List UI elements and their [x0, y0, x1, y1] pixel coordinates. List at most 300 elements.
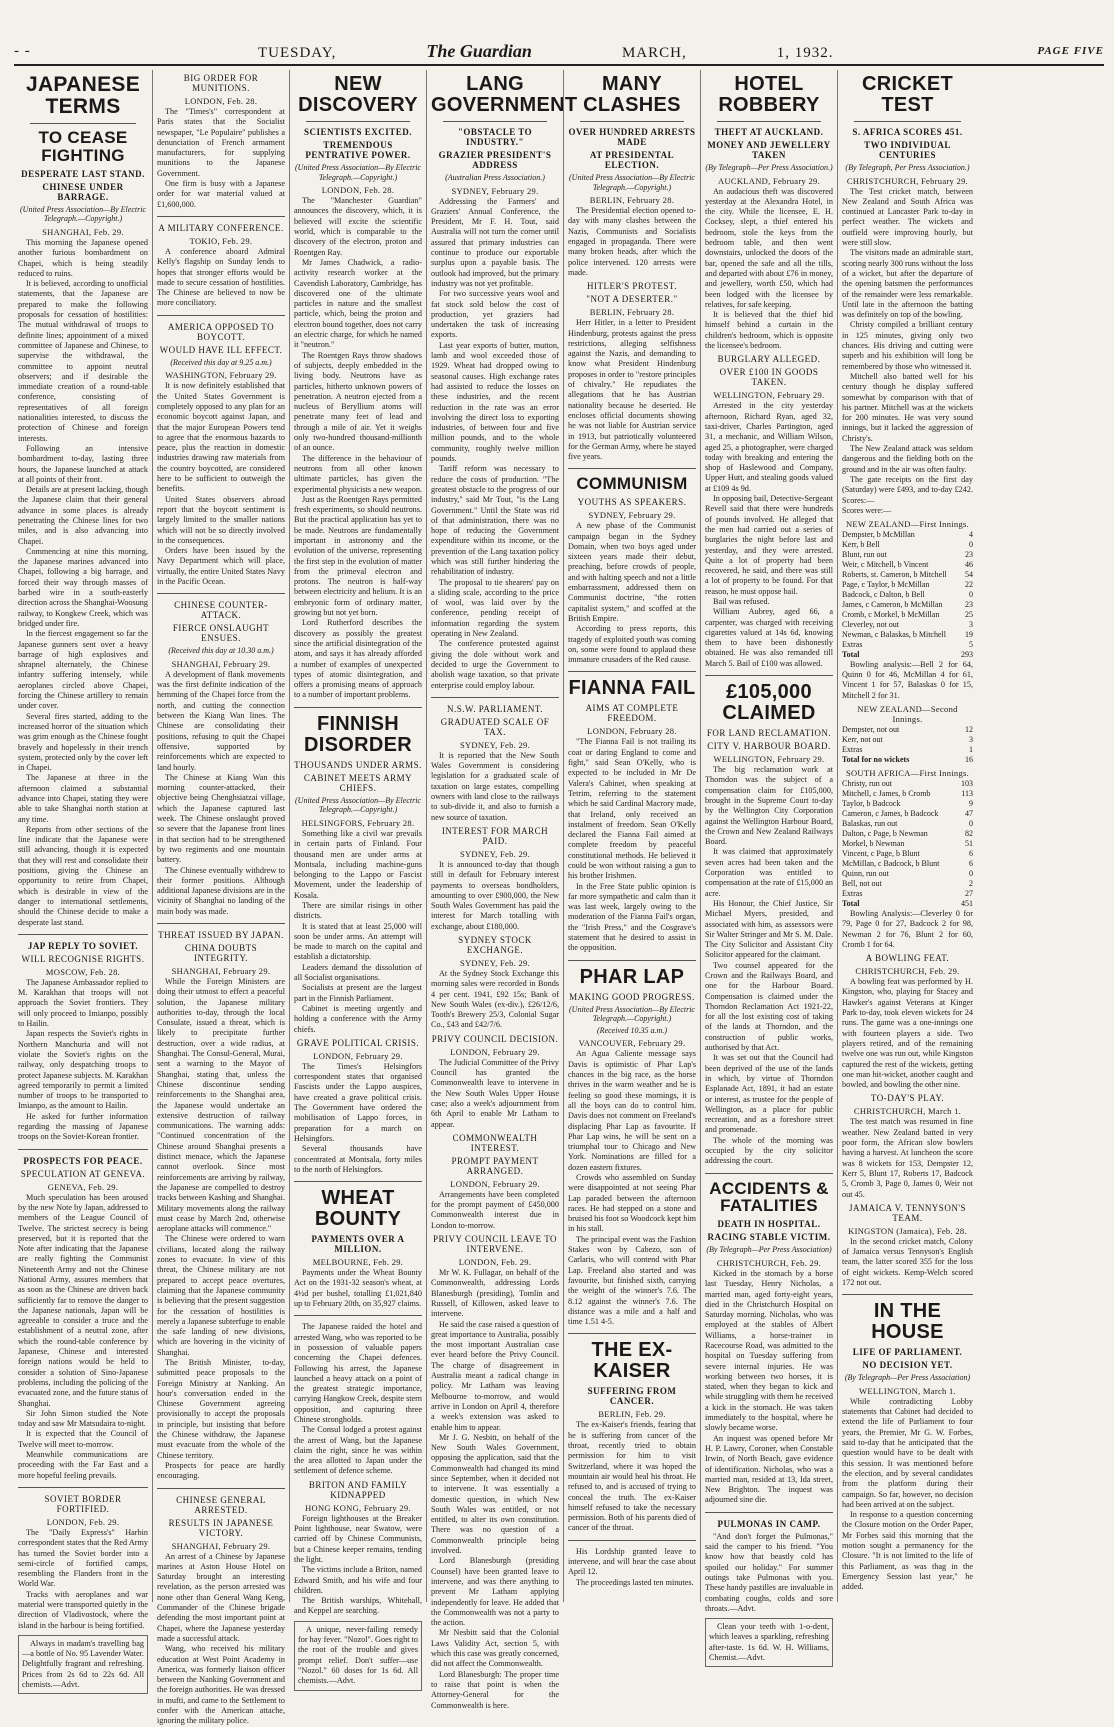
score-row-runs: 3	[969, 734, 973, 744]
subhead: LIFE OF PARLIAMENT.	[852, 1347, 963, 1358]
credit-line: (Australian Press Association.)	[445, 173, 545, 182]
paragraph: He asked for further information regarding the massing of Japanese troops on the Soviet-Korean frontier.	[18, 1111, 148, 1142]
subhead: CHINESE GENERAL ARRESTED.	[176, 1494, 266, 1515]
dateline: GENEVA, Feb. 29.	[47, 1181, 119, 1192]
score-row-player: McMillan, c Badcock, b Blunt	[842, 858, 940, 868]
subhead: PROSPECTS FOR PEACE.	[23, 1155, 143, 1166]
score-total-value: 451	[961, 898, 973, 908]
score-row	[842, 869, 973, 879]
paragraph: Orders have been issued by the Navy Department which will place, virtually, the entire United States Navy in the Pacific Ocean.	[157, 546, 285, 586]
paragraph: The "Times's" correspondent at Paris states that the Socialist newspaper, "Le Populaire" publishes a denunciation of French armament manufacturers, for supplying munitions to the Japanese Government.	[157, 107, 285, 178]
paragraph: It was set out that the Council had been deprived of the use of the lands in which, by virtue of Thorndon Esplanade Act, 1891, it had an estate or interest, as trustee for the people of Wellington, as a place for public recreation, and as a foreshore street and promenade.	[705, 1053, 833, 1135]
score-total-label: Total	[842, 898, 860, 908]
score-row-runs: 0	[969, 539, 973, 549]
headline-new-discovery: NEW DISCOVERY	[298, 73, 418, 116]
headline-phar-lap: PHAR LAP	[579, 965, 685, 988]
paragraph: The Consul lodged a protest against the arrest of Wang, but the Japanese claim the right, since he was within the area allotted to Japan under the settlement of defence scheme.	[294, 1425, 422, 1476]
scorecard-sa-first	[842, 779, 973, 899]
advertisement	[705, 1618, 833, 1667]
dateline: BERLIN, February 28.	[589, 195, 675, 206]
headline-wheat-bounty: WHEAT BOUNTY	[314, 1187, 402, 1231]
score-row-runs: 23	[965, 599, 973, 609]
masthead	[14, 38, 1104, 64]
divider	[18, 934, 148, 935]
score-row-player: Vincent, c Page, b Blunt	[842, 848, 920, 858]
paragraph: A new phase of the Communist campaign began in the Sydney Domain, when two boys aged under sixteen years made their debut, preaching, before crowds of people, and with halting speech and not a little embarrassment, addressed them on Communist doctrine, "the rotten capitalist system," and scoffed at the British Empire.	[568, 521, 696, 623]
paragraph: Wang, who received his military education at West Point Academy in America, was formerly liaison officer between the Nanking Government and the foreign authorities. He was dressed in mufti, and came to the Settlement to confer with the American attache, ignoring the military police.	[157, 1644, 285, 1726]
score-total-value: 16	[965, 754, 973, 764]
innings-heading: NEW ZEALAND—Second Innings.	[857, 703, 958, 724]
credit-line: (By Telegraph—Per Press Association.)	[705, 163, 833, 172]
paragraph: An inquest was opened before Mr H. P. Lawry, Coroner, when Constable Irwin, of North Beach, gave evidence of identification. Nicholas, who was a married man, resided at 13, Ida street, New Brighton. The inquest was adjourned sine die.	[705, 1433, 833, 1505]
paragraph: The Chinese eventually withdrew to their former positions. Although additional Japanese divisions are in the vicinity of Shanghai no landing of the main body was made.	[157, 865, 286, 916]
credit-line: (United Press Association—By Electric Telegraph.—Copyright.)	[295, 163, 421, 182]
column-4	[426, 70, 578, 1710]
subhead: BRITON AND FAMILY KIDNAPPED	[308, 1479, 408, 1500]
subhead: CHINA DOUBTS INTEGRITY.	[184, 943, 258, 963]
paragraph: According to press reports, this tragedy of exploited youth was coming on, some were found to applaud these immature crusaders of the Red cause.	[568, 624, 697, 665]
subhead: "NOT A DESERTER."	[586, 294, 678, 305]
subhead: "OBSTACLE TO INDUSTRY."	[457, 127, 533, 147]
paragraph: Mitchell also batted well for his century though he display suffered somewhat by comparison with that of his partner. Mitchell was at the wickets for 200 minutes. He was very sound innings, but it lacked the aggression of Christy's.	[842, 371, 973, 443]
paragraph: Prospects for peace are hardly encouraging.	[157, 1460, 285, 1481]
dateline: SHANGHAI, February 29.	[171, 1540, 271, 1551]
dateline: SYDNEY, Feb. 29.	[459, 848, 531, 859]
score-row-runs: 82	[965, 828, 973, 838]
headline-many-clashes: MANY CLASHES	[583, 73, 681, 116]
ad-text: A unique, never-failing remedy for hay fever. "Nozol". Goes right to the root of the trouble and gives prompt relief. Don't suffer—use "Nozol." 60 doses for 1s 6d. All chemists.—Advt.	[298, 1624, 418, 1686]
score-row-player: Morkel, b Newman	[842, 838, 905, 848]
paragraph: An arrest of a Chinese by Japanese marines at Aston House Hotel on Saturday brought an interesting revelation, as the person arrested was none other than General Wang Keng, Commander of the Chinese brigade defending the most important point at Chapei, where the Japanese yesterday made a successful attack.	[157, 1551, 285, 1643]
paragraph: Arrested in the city yesterday afternoon, Richard Ryan, aged 32, taxi-driver, Charles Partington, aged 31, a mechanic, and William Wilson, aged 25, a photographer, were charged today with breaking and entering the shop of Haslewood and Company, Upper Hutt, and stealing goods valued at £109 4s 9d.	[705, 401, 833, 493]
subhead: JAP REPLY TO SOVIET.	[27, 940, 139, 951]
paragraph: The proceedings lasted ten minutes.	[576, 1577, 694, 1587]
score-row	[842, 799, 973, 809]
subhead: A BOWLING FEAT.	[865, 953, 950, 964]
paragraph: The victims include a Briton, named Edward Smith, and his wife and four children.	[294, 1565, 422, 1595]
score-row-player: Newman, c Balaskas, b Mitchell	[842, 629, 946, 639]
score-row-runs: 47	[965, 808, 973, 818]
headline-communism: COMMUNISM	[576, 474, 688, 494]
dateline: KINGSTON (Jamaica), Feb. 28.	[848, 1225, 967, 1236]
score-row-runs: 46	[965, 559, 973, 569]
divider	[431, 697, 559, 698]
divider	[568, 1540, 696, 1541]
paragraph: The Japanese raided the hotel and arrested Wang, who was reported to be in possession of valuable papers concerning the Chapei defences. Following his arrest, the Japanese launched a heavy attack on a point of the greatest strategic importance, carrying Hangkow Creek, despite stern opposition, and capturing three Chinese strongholds.	[294, 1322, 423, 1424]
paragraph: United States observers abroad report that the boycott sentiment is largely limited to the smaller nations which will not be so directly involved in the consequences.	[157, 494, 285, 545]
credit-line: (By Telegraph—Per Press Association)	[706, 1245, 832, 1255]
score-row-player: Weir, c Mitchell, b Vincent	[842, 559, 929, 569]
score-row	[842, 590, 973, 600]
paragraph: This morning the Japanese opened another furious bombardment on Chapei, which is being steadily reduced to ruins.	[18, 237, 148, 278]
score-row-player: Blunt, run out	[842, 549, 887, 559]
paragraph: Details are at present lacking, though the Japanese claim that their general advance in some places is already penetrating the Chinese lines for two miles, and is also advancing into Chapei.	[18, 485, 148, 546]
dateline: WELLINGTON, February 29.	[713, 390, 825, 401]
score-row	[842, 889, 973, 899]
headline-finnish-disorder: FINNISH DISORDER	[304, 712, 412, 756]
headline-accidents-fatalities: ACCIDENTS & FATALITIES	[709, 1178, 829, 1216]
scorecard-nz-first	[842, 530, 973, 650]
subhead: BURGLARY ALLEGED.	[717, 354, 821, 365]
paragraph: A bowling feat was performed by H. Kingston, who, playing for Stacey and Hawker's against Veterans at Kinger Park to-day, took eleven wickets for 24 runs. The game was a one-innings one with fourteen players a side. Two players retired, and of the remaining twelve one was run out, while Kingston captured the rest of the wickets, getting one man hit-wicket, another caught and bowled, and bowling the other nine.	[842, 977, 973, 1090]
score-row	[842, 600, 973, 610]
column-3	[289, 70, 426, 1686]
score-row	[842, 580, 973, 590]
subhead: N.S.W. PARLIAMENT.	[447, 703, 543, 714]
paragraph: His Lordship granted leave to intervene, and will hear the case about April 12.	[568, 1546, 696, 1577]
divider	[157, 923, 285, 924]
paragraph: In the Free State public opinion is far more sympathetic and calm than it was last week, largely owing to the moderation of the Fianna Fail's organ, the "Irish Press," and the Cosgrave's statement that he desired to assist in the opposition.	[568, 881, 696, 953]
divider	[30, 123, 136, 124]
paragraph: Christy compiled a brilliant century in 125 minutes, giving only two chances. His driving and cutting were superb and his exhibition will long be remembered by those who witnessed it.	[842, 320, 973, 371]
masthead-mark: - -	[14, 42, 31, 59]
paragraph: Crowds who assembled on Sunday were disappointed at not seeing Phar Lap paraded between the afternoon races. He had stepped on a stone and bruised his foot so Woodcock kept him in his stall.	[568, 1173, 696, 1234]
columns	[14, 70, 1104, 1726]
subhead: HITLER'S PROTEST.	[587, 281, 677, 292]
score-row-player: James, c Cameron, b McMillan	[842, 599, 943, 609]
innings-heading: NEW ZEALAND—First Innings.	[845, 518, 970, 529]
subhead: THREAT ISSUED BY JAPAN.	[158, 930, 284, 940]
subhead: AMERICA OPPOSED TO BOYCOTT.	[167, 321, 275, 342]
subhead: DESPERATE LAST STAND.	[21, 168, 145, 179]
score-row	[842, 620, 973, 630]
paragraph: There are similar risings in other districts.	[294, 901, 422, 921]
dateline: WELLINGTON, February 29.	[713, 754, 825, 765]
paragraph: In the second cricket match, Colony of Jamaica versus Tennyson's English team, the latter scored 355 for the loss of eight wickets. Kemp-Welch scored 172 not out.	[842, 1236, 973, 1287]
score-row	[842, 879, 973, 889]
received-note: (Received this day at 9.25 a.m.)	[170, 357, 272, 367]
score-row-player: Extras	[842, 888, 863, 898]
subhead: CHINESE UNDER BARRAGE.	[42, 181, 124, 202]
subhead: RESULTS IN JAPANESE VICTORY.	[168, 1517, 274, 1538]
masthead-center	[258, 41, 833, 62]
paragraph: The New Zealand attack was seldom dangerous and the fielding both on the ground and in the air was often faulty.	[842, 444, 973, 474]
paragraph: Following an intensive bombardment to-day, lasting three hours, the Japanese launched at attack at all points of their front.	[18, 443, 148, 484]
score-row	[842, 530, 973, 540]
score-row-runs: 19	[965, 629, 973, 639]
divider	[854, 121, 961, 122]
dateline: SYDNEY, February 29.	[588, 510, 676, 521]
column-5	[563, 70, 700, 1602]
dateline: CHRISTCHURCH, Feb. 29.	[716, 1257, 822, 1268]
score-row-player: Mitchell, c James, b Cromb	[842, 788, 931, 798]
paragraph: It is expected that the Council of Twelve will meet to-morrow.	[18, 1429, 148, 1449]
paragraph: Reports from other sections of the line indicate that the Japanese were still advancing, though it is expected that they will rest and consolidate their positions, giving the Chinese an opportunity to retire from Chapei, which is desirable in view of the danger to international settlements, should the Chinese decide to make a desperate last stand.	[18, 824, 148, 927]
subhead: SUFFERING FROM CANCER.	[587, 1386, 677, 1407]
paragraph: The Japanese Ambassador replied to M. Karakhan that troops will not approach the Soviet frontiers. They will only proceed to Imianpo, possibly to Hailin.	[18, 977, 148, 1029]
paragraph: Addressing the Farmers' and Graziers' Annual Conference, the President, Mr F. H. Tout, said Australia will not turn the corner until assured that primary industries can continue to produce our exportable surplus upon a payable basis. The outlook had improved, but the primary industry was not yet profitable.	[431, 196, 559, 288]
score-row-player: Extras	[842, 744, 863, 754]
paragraph: In response to a question concerning the Closure motion on the Order Paper, Mr Forbes said this morning that the motion sought a permanency for the Closure. "It is not limited to the life of this Parliament, as was thag in the Emergency Session last year," he added.	[842, 1510, 973, 1592]
paragraph: While the Foreign Ministers are doing their utmost to effect a peaceful solution, the Japanese military authorities to-day, through the local Consulate, issued a threat, which is likely to precipitate further destruction, over a wide radius, at Shanghai. The Consul-General, Murai, sent a warning to the Mayor of Shanghai, stating that, unless the Chinese discontinue sending reinforcements to the Shanghai area, the Japanese would undertake an extensive destruction of railway communications. The warning adds: "Continued concentration of the Chinese around Shanghai presents a distinct menace, which the Japanese cannot overlook. Since most reinforcements are arriving by railway, the Japanese are compelled to destroy tracks between Kashing and Shanghai. Military movements along the railway must cease by March 2nd, otherwise aeroplane attacks will commence."	[157, 977, 285, 1234]
dateline: LONDON, Feb. 29.	[458, 1257, 532, 1268]
dateline: LONDON, February 29.	[313, 1050, 403, 1061]
paragraph: It is stated that at least 25,000 will soon be under arms. An attempt will be made to march on the capital and establish a dictatorship.	[294, 921, 422, 962]
divider	[157, 1488, 285, 1489]
advertisement	[18, 1635, 148, 1694]
headline-cricket-test: CRICKET TEST	[862, 73, 953, 116]
score-total	[842, 899, 973, 909]
paragraph: The big reclamation work at Thorndon was the subject of a compensation claim for £105,000, brought in the Supreme Court to-day by the Wellington City Corporation against the Wellington Harbour Board, the Crown and New Zealand Railways Board.	[705, 765, 833, 847]
subhead: GRAZIER PRESIDENT'S ADDRESS	[438, 150, 552, 170]
score-row	[842, 725, 973, 735]
paragraph: In the fiercest engagement so far the Japanese gunners sent over a heavy barrage of high explosives and shrapnel alternately, the Chinese infantry suffering intensely, while aeroplanes circled above Chapei, forcing the Chinese artillery to remain under cover.	[18, 629, 148, 711]
paragraph: Mr W. K. Fullagar, on behalf of the Commonwealth, addressing Lords Blanesburgh (presiding), Tomlin and Russell, of Killowen, asked leave to intervene.	[431, 1268, 559, 1319]
score-row	[842, 809, 973, 819]
score-row	[842, 735, 973, 745]
subhead: CABINET MEETS ARMY CHIEFS.	[303, 772, 413, 793]
paragraph: Commencing at nine this morning, the Japanese marines advanced into Chapei, following a big barrage, and forced their way through masses of barbed wire in a south-easterly direction across the Shanghai-Woosung railway, to Kongkew Creek, which was bridged under fire.	[18, 546, 148, 628]
paragraph: Several fires started, adding to the increased horror of the situation which was grim enough as the Chinese fought bravely and hopelessly in their trench system, protected only by the cover left in Chapei.	[18, 711, 148, 773]
paragraph: The principal event was the Fashion Stakes won by Cabezo, son of Carlaris, who will contend with Phar Lap. Freeland also started and was favourite, but finished sixth, carrying the weight of the winner's 7.6. The 8.12 against the winner's 7.6. The distance was a mile and a half and time 1.51 4-5.	[568, 1234, 696, 1327]
score-total-label: Total	[842, 649, 860, 659]
paragraph: The "Daily Express's" Harbin correspondent states that the Red Army has turned the Soviet border into a semi-circle of fortified camps, resembling the Flanders front in the World War.	[18, 1527, 148, 1589]
subhead: OVER £100 IN GOODS TAKEN.	[719, 367, 819, 388]
subhead: CITY V. HARBOUR BOARD.	[707, 741, 831, 752]
paragraph: It is now definitely established that the United States Government is completely opposed to any plan for an economic boycott against Japan, and that the major European Powers tend to agree that the enormous hazards to peace, plus the reaction in domestic industries drawing raw materials from the country boycotted, are considered here to be sufficient to outweigh the benefits.	[157, 381, 285, 494]
score-row-runs: 0	[969, 818, 973, 828]
paragraph: His Honour, the Chief Justice, Sir Michael Myers, presided, and associated with him, as assessors were Sir Walter Stringer and Mr S. M. Dale. The City Solicitor and Assistant City Solicitor appeared for the claimant.	[705, 898, 833, 960]
subhead: AIMS AT COMPLETE FREEDOM.	[585, 703, 679, 724]
divider	[157, 315, 285, 316]
score-row-runs: 113	[961, 788, 973, 798]
dateline: LONDON, Feb. 29.	[46, 1516, 120, 1527]
paragraph: Arrangements have been completed for the prompt payment of £450,000 Commonwealth interest due in London to-morrow.	[431, 1189, 559, 1230]
score-row-player: Roberts, st. Cameron, b Mitchell	[842, 569, 947, 579]
bowling-analysis: Bowling Analysis:—Cleverley 0 for 79, Page 0 for 27, Badcock 2 for 98, Newman 2 for 76, Blunt 2 for 60, Cromb 1 for 64.	[842, 908, 973, 949]
subhead: WOULD HAVE ILL EFFECT.	[159, 344, 283, 355]
paragraph: The Presidential election opened to-day with many clashes between the Nazis, Communists and Socialists engaged in propaganda. There were many broken heads, after which the police intervened. 120 arrests were made.	[568, 206, 696, 277]
score-total-value: 293	[961, 649, 973, 659]
subhead: TWO INDIVIDUAL CENTURIES	[864, 140, 951, 160]
masthead-page-number: PAGE FIVE	[1037, 45, 1104, 57]
score-row-runs: 51	[965, 838, 973, 848]
score-row-runs: 103	[961, 778, 973, 788]
subhead: PAYMENTS OVER A MILLION.	[311, 1234, 405, 1255]
score-row	[842, 640, 973, 650]
dateline: HELSINGFORS, February 28.	[301, 817, 415, 828]
dateline: TOKIO, Feb. 29.	[189, 235, 253, 246]
credit-line: (United Press Association—By Electric Telegraph.—Copyright.)	[569, 173, 695, 192]
score-row	[842, 560, 973, 570]
score-row-player: Dempster, b McMillan	[842, 529, 915, 539]
subhead: THOUSANDS UNDER ARMS.	[294, 759, 422, 770]
paragraph: Kicked in the stomach by a horse last Tuesday, Henry Nicholas, a married man, aged forty-eight years, died in the Christchurch Hospital on Saturday morning. Nicholas, who was employed at the stables of Albert Williams, a horse-trainer in Racecourse Road, was admitted to the hospital on Tuesday suffering from severe internal injuries. He was working between two horses, it is stated, when they began to kick and while struggling with them he received a kick in the stomach. He was taken immediately to the hospital, where he slowly became worse.	[705, 1268, 834, 1433]
dateline: SHANGHAI, February 29.	[171, 966, 271, 976]
score-total	[842, 755, 973, 765]
received-note: (Received 10.35 a.m.)	[597, 1025, 667, 1035]
dateline: MELBOURNE, Feb. 29.	[312, 1257, 404, 1268]
score-row	[842, 829, 973, 839]
paragraph: Lord Blanesburgh (presiding Counsel) have been granted leave to intervene, and was there anything to prevent Mr Latham applying independently for leave. He added that the Commonwealth was not a party to the action.	[431, 1556, 559, 1628]
subhead: AT PRESIDENTAL ELECTION.	[589, 150, 675, 170]
credit-line: (By Telegraph, Per Press Association.)	[845, 163, 970, 172]
paragraph: One firm is busy with a Japanese order for war material valued at £1,600,000.	[157, 179, 285, 209]
divider	[294, 1315, 422, 1316]
paragraph: "And don't forget the Pulmonas," said the camper to his friend. "You know how that beastly cold has spoiled our holiday." For summer outings take Pulmonas with you. These handy pastilles are invaluable in combating coughs, colds and sore throats.—Advt.	[705, 1531, 833, 1613]
score-row-player: Kerr, not out	[842, 734, 883, 744]
dateline: LONDON, February 29.	[450, 1178, 540, 1189]
score-row-player: Badcock, c Dalton, b Bell	[842, 589, 925, 599]
divider	[443, 121, 547, 122]
masthead-rule	[14, 64, 1104, 66]
subhead: SOVIET BORDER FORTIFIED.	[44, 1493, 122, 1514]
paragraph: Lord Blanesburgh: The proper time to raise that point is when the Attorney-General for the Commonwealth is here.	[431, 1669, 559, 1710]
score-row	[842, 819, 973, 829]
divider	[580, 121, 684, 122]
masthead-day: TUESDAY,	[257, 44, 337, 61]
score-row	[842, 570, 973, 580]
subhead: COMMONWEALTH INTEREST.	[452, 1132, 538, 1153]
score-row-runs: 54	[965, 569, 973, 579]
subhead: NO DECISION YET.	[862, 1360, 953, 1371]
dateline: BERLIN, Feb. 29.	[598, 1409, 666, 1420]
divider	[705, 1512, 833, 1513]
headline-105000-claimed: £105,000 CLAIMED	[722, 681, 816, 725]
column-2	[152, 70, 289, 1726]
paragraph: Herr Hitler, in a letter to President Hindenburg, protests against the press restrictions, alleging selfishness against the Nazis, and demanding to know what President Hindenburg proposes in order to "restore principles of chivalry." He repudiates the allegations that he has Austrian nationality because he deserted. He encloses official documents showing he was not liable for Austrian service in 1913, but patriotically volunteered for the German Army, where he stayed five years.	[568, 318, 696, 462]
paragraph: A development of flank movements was the first definite indication of the hemming of the Chapei force from the north, and cutting the connection between the Kiang Wan lines. The Chinese are consolidating their positions, refusing to quit the Chapei offensive, supported by reinforcements which are expected to land hourly.	[157, 669, 285, 772]
paragraph: Much speculation has been aroused by the new Note by Japan, addressed to members of the League Council of Twelve. The strictest secrecy is being preserved, but it is reported that the Note after indicating that the Japanese are really fighting the Communist Nineteenth Army and not the Chinese National Army, assures members that as soon as the Chinese are driven back sufficiently far to remove the danger to the Japanese nationals, Japan will be agreeable to consider a truce and the establishment of a neutral zone, after which the round-table conference by Japanese, Chinese and interested foreign nations would be held to consider a solution of Sino-Japanese problems, including the policing of the evacuated zone, and the future status of Shanghai.	[18, 1192, 148, 1408]
paragraph: The Japanese at three in the afternoon claimed a substantial advance into Chapei, stating they were able to take Shanghai north station at any time.	[18, 773, 148, 824]
paragraph: At the Sydney Stock Exchange this morning sales were recorded in Bonds 4 per cent. 1941, £92 15s; Bank of New South Wales (ex-div.), £26/12/6, Tooth's Brewery 25/3, Colonial Sugar Co., £43 and £42/7/6.	[431, 969, 559, 1030]
paragraph: Mr J. G. Nesbitt, on behalf of the New South Wales Government, opposing the application, said that the Commonwealth had changed its mind since September, when it decided not to intervene. It was essentially a domestic question, in which New South Wales was entitled, or not entitled, to alter its own constitution. There was no question of a Commonwealth principle being involved.	[431, 1432, 559, 1556]
score-row	[842, 779, 973, 789]
paragraph: Cabinet is meeting urgently and holding a conference with the Army chiefs.	[294, 1003, 422, 1034]
paragraph: A conference aboard Admiral Kelly's flagship on Sunday lends to hopes that stronger efforts would be made to secure cessation of hostilities. The Chinese are believed to now be more conciliatory.	[157, 246, 285, 308]
divider	[568, 1333, 696, 1334]
dateline: AUCKLAND, February 29.	[718, 175, 820, 186]
subhead: PROMPT PAYMENT ARRANGED.	[451, 1155, 539, 1176]
paragraph: The Times's Helsingfors correspondent states that organised Fascists under the Lappo auspices, have created a grave political crisis. The Government have ordered the mobilisation of Lappo forces, in preparation for a march on Helsingfors.	[294, 1061, 422, 1143]
dateline: WASHINGTON, February 29.	[165, 370, 277, 381]
scorecard-nz-second	[842, 725, 973, 755]
paragraph: It is reported that the New South Wales Government is considering legislation for a graduated scale of taxation on large estates, compelling owners with land close to the railways to sub-divide it, and also to furnish a new source of taxation.	[431, 750, 559, 822]
paragraph: For two successive years wool and fat stock sold below the cost of production, yet graziers had undertaken the task of increasing exports.	[431, 289, 559, 340]
divider	[306, 121, 410, 122]
headline-japanese-terms: JAPANESE TERMS	[25, 73, 141, 119]
subhead: GRAVE POLITICAL CRISIS.	[296, 1037, 420, 1048]
dateline: CHRISTCHURCH, February 29.	[846, 175, 969, 186]
bowling-analysis: Bowling analysis:—Bell 2 for 64, Quinn 0 for 46, McMillan 4 for 61, Vincent 1 for 57, Balaskas 0 for 15, Mitchell 2 for 31.	[842, 659, 973, 700]
paragraph: Something like a civil war prevails in certain parts of Finland. Four thousand men are under arms at Montsala, including machine-guns belonging to the Lappo or Fascist Movement, under the leadership of Kosala.	[294, 828, 422, 900]
credit-line: (United Press Association—By Electric Telegraph.—Copyright.)	[20, 204, 146, 224]
score-row-runs: 6	[969, 858, 973, 868]
paragraph: The Chinese at Kiang Wan this morning counter-attacked, their objective being Chenghsiatzai village, which the Japanese captured last week. The Chinese onslaught proved so severe that the Japanese front lines in that section had to be strengthened by two regiments and one mountain battery.	[157, 772, 285, 865]
dateline: LONDON, Feb. 28.	[321, 185, 395, 196]
paragraph: The British Minister, to-day, submitted peace proposals to the Foreign Ministry at Nanking. An hour's conversation ended in the Chinese Government agreeing provisionally to accept the proposals in principle, but insisting that before the Chinese withdraw, the Japanese must evacuate from the whole of the Chinese territory.	[157, 1357, 285, 1460]
divider	[842, 1294, 973, 1295]
dateline: CHRISTCHURCH, March 1.	[853, 1106, 962, 1117]
paragraph: Japan respects the Soviet's rights in Northern Manchuria and will not violate the Soviet's rights on the railway, only despatching troops to protect Japanese subjects. M. Karakhan agreed temporarily to permit a limited number of troops to be transported to Imianpo, as the amount to Hailin.	[18, 1029, 148, 1111]
paragraph: The Roentgen Rays throw shadows of subjects, deeply embedded in the living body. Neutrons have as particles, hitherto unknown powers of penetration. A neutron ejected from a nucleus of Beryllium atoms will penetrate many feet of lead and through a mile of air. Yet it weighs only two-hundred thousand-millionth of an ounce.	[294, 350, 422, 453]
paragraph: The Test cricket match, between New Zealand and South Africa was continued at Lancaster Park to-day in perfect weather. The wickets and outfield were improving hourly, but were still slow.	[842, 186, 973, 248]
subhead: MAKING GOOD PROGRESS.	[569, 991, 695, 1002]
subhead: INTEREST FOR MARCH PAID.	[441, 825, 549, 846]
divider	[568, 671, 696, 672]
score-total-label: Total for no wickets	[842, 754, 910, 764]
score-row-runs: 0	[969, 589, 973, 599]
dateline: CHRISTCHURCH, Feb. 29.	[855, 966, 960, 977]
score-row-player: Cleverley, not out	[842, 619, 900, 629]
headline-in-the-house: IN THE HOUSE	[871, 1300, 944, 1344]
advertisement	[294, 1621, 422, 1691]
score-row	[842, 630, 973, 640]
masthead-paper-name: The Guardian	[426, 40, 532, 61]
score-row-runs: 25	[965, 609, 973, 619]
dateline: SYDNEY, February 29.	[451, 185, 539, 196]
paragraph: Payments under the Wheat Bounty Act on the 1931-32 season's wheat, at 4½d per bushel, totalling £1,021,840 up to February 20th, on 35,927 claims.	[294, 1268, 422, 1309]
divider	[157, 593, 285, 594]
subhead: FIERCE ONSLAUGHT ENSUES.	[172, 623, 270, 644]
score-row-player: Kerr, b Bell	[842, 539, 880, 549]
score-row	[842, 839, 973, 849]
paragraph: The Chinese were ordered to warn civilians, located along the railway zones to evacuate. In view of this threat, the Chinese military are not prepared to accept peace overtures, claiming that the Japanese community is believing that the present suggestion for the cessation of hostilities is merely a Japanese subterfuge to enable the safe landing of new divisions, which are hovering in the vicinity of Shanghai.	[157, 1234, 285, 1357]
headline-hotel-robbery: HOTEL ROBBERY	[718, 73, 820, 116]
paragraph: William Aubrey, aged 66, a carpenter, was charged with receiving cigarettes valued at 14s 6d, knowing them to have been dishonestly obtained. He was also remanded till March 5. Bail of £100 was allowed.	[705, 607, 833, 668]
subhead: JAMAICA V. TENNYSON'S TEAM.	[849, 1202, 966, 1223]
paragraph: An audacious theft was discovered yesterday at the Alexandra Hotel, in the city. While the licensee, E. H. Cocksey, slept, a thief entered his bedroom, stole the keys from the bedroom table, and then went downstairs, unlocked the doors of the bar, opened the safe and all the tills, and departed with about £76 in money, and jewellery, worth £50, which had been lodged with the licensee by relatives, for safe keeping.	[705, 186, 833, 309]
score-row-runs: 0	[969, 868, 973, 878]
divider	[717, 121, 821, 122]
paragraph: It is announced to-day that though still in default for February interest payments to overseas bondholders, amounting to over £900,000, the New South Wales Government has paid the interest for March totalling with exchange, about £180,000.	[431, 859, 559, 931]
paragraph: The Judicial Committee of the Privy Council has granted the Commonwealth leave to intervene in the New South Wales Upper House case; also a week's adjournment from 6th April to enable Mr Latham to appear.	[431, 1057, 559, 1129]
column-6	[700, 70, 837, 1663]
masthead-year: 1, 1932.	[776, 44, 834, 61]
score-row-runs: 23	[965, 549, 973, 559]
paragraph: Bail was refused.	[713, 596, 770, 606]
subhead: FOR LAND RECLAMATION.	[706, 728, 832, 739]
score-row-runs: 2	[969, 878, 973, 888]
column-1	[14, 70, 152, 1690]
ad-text: Clean your teeth with 1-o-dent, which leaves a sparkling, refreshing after-taste. 1s 6d. W. H. Williams, Chemist.—Advt.	[709, 1622, 829, 1663]
subhead: BIG ORDER FOR MUNITIONS.	[183, 73, 259, 93]
column-7	[837, 70, 977, 1602]
score-row-runs: 27	[965, 888, 973, 898]
score-row-runs: 12	[965, 724, 973, 734]
ad-text: Always in madam's travelling bag —a bottle of No. 95 Lavender Water. Delightfully fragrant and refreshing. Prices from 2s 6d to 22s 6d. All chemists.—Advt.	[22, 1638, 144, 1690]
paragraph: It was claimed that approximately seven acres had been taken and the Corporation was entitled to compensation at the rate of £15,000 an acre.	[705, 847, 833, 898]
score-row	[842, 859, 973, 869]
dateline: LONDON, February 29.	[450, 1046, 540, 1057]
paragraph: The ex-Kaiser's friends, fearing that he is suffering from cancer of the throat, recently tried to obtain permission for him to visit Switzerland, where it was hoped the mountain air would heal his throat. He refused to, and is accused of trying to conceal the truth. The ex-Kaiser himself refused to take the necessary permission. Both of his parents died of cancer of the throat.	[568, 1420, 696, 1533]
divider	[568, 960, 696, 961]
subhead: PRIVY COUNCIL DECISION.	[431, 1033, 559, 1044]
subhead: RACING STABLE VICTIM.	[707, 1232, 831, 1243]
credit-line: (By Telegraph—Per Press Association)	[844, 1373, 971, 1383]
paragraph: In opposing bail, Detective-Sergeant Revell said that there were hundreds of pounds involved. He alleged that the men had carried out a series of burglaries the night before last and yesterday, and they were arrested. Quite a lot of property had been recovered, he said, and there was still a lot of property to be found. For that reason, he must oppose bail.	[705, 494, 833, 596]
score-row-player: Dempster, not out	[842, 724, 900, 734]
dateline: BERLIN, February 28.	[589, 307, 675, 318]
paragraph: It is believed, according to unofficial statements, that the Japanese are prepared to make the following proposals for cessation of hostilities: The mutual withdrawal of troops to definite lines; appointment of a mixed committee of Japanese and Chinese, to supervise the withdrawal, the committee to appoint neutral observers; and if desirable the immediate creation of a round-table conference, consisting of representatives of all foreign nationalities interested, to discuss the protection of Chinese and foreign interests.	[18, 279, 148, 443]
paragraph: Foreign lighthouses at the Breaker Point lighthouse, near Swatow, were carried off by Chinese Communists, but a Chinese keeper remains, tending the light.	[294, 1513, 422, 1564]
score-row	[842, 789, 973, 799]
paragraph: He said the case raised a question of great importance to Australia, possibly the most important Australian case ever heard before the Privy Council. The charge of disagreement in Australia meant a radical change in policy. Mr Latham was leaving Melbourne to-morrow, and would arrive in London on April 4, therefore a week's extension was asked to enable him to appear.	[431, 1319, 559, 1432]
dateline: MOSCOW, Feb. 28.	[45, 966, 121, 977]
subhead: SPECULATION AT GENEVA.	[20, 1168, 146, 1179]
divider	[157, 216, 285, 217]
paragraph: Just as the Roentgen Rays permitted fresh experiments, so should neutrons. But the practical application has yet to be made. Neutrons are fundamentally important in astronomy and the evolution of the universe, representing the first step in the evolution of matter from the primeval electron and protons. The neutron is half-way between electricity and helium. It is an embryonic form of ordinary matter, growing but not yet born.	[294, 494, 422, 618]
paragraph: Last year exports of butter, mutton, lamb and wool exceeded those of 1929. Wheat had dropped owing to seasonal causes. High exchange rates had assisted to reduce the losses on these industries, and the recent reduction in the rate was an error involving the direct loss to exporting industries, of between four and five million pounds, and to the whole community, roughly twelve million pounds.	[431, 340, 559, 464]
paragraph: The visitors made an admirable start, scoring nearly 300 runs without the loss of a wicket, but after the departure of the opening batsmen the performances of the remainder were less remarkable. Until late in the afternoon the batting was definitely on top of the bowling.	[842, 248, 973, 320]
paragraph: The British warships, Whitehall, and Keppel are searching.	[294, 1596, 422, 1616]
scores-heading: Scores were:—	[842, 505, 892, 515]
paragraph: Tracks with aeroplanes and war material were transported quietly in the direction of Vladivostock, where the island in the harbour is being fortified.	[18, 1589, 148, 1630]
paragraph: While contradicting Lobby statements that Cabinet had decided to extend the life of Parliament to four years, the Premier, Mr G. W. Forbes, said to-day that he anticipated that the question would have to be dealt with this session. It was mentioned before the election, and by several candidates from the platform during their campaign. So far, however, no decision had been arrived at on the subject.	[842, 1396, 973, 1509]
score-row-player: Bell, not out	[842, 878, 882, 888]
paragraph: An Agua Caliente message says Davis is optimistic of Phar Lap's chances in the big race, as the horse thrives in the warm weather and he is feeling so good these mornings, it is all the boys can do to control him. Davis does not comment on Freeland's displacing Phar Lap as favourite. If Phar Lap wins, he will be sent on a triumphal tour to Chicago and New York. Nominations are filled for a dozen eastern fixtures.	[568, 1049, 696, 1172]
paragraph: Meanwhile communications are proceeding with the Far East and a more hopeful feeling prevails.	[18, 1450, 148, 1480]
